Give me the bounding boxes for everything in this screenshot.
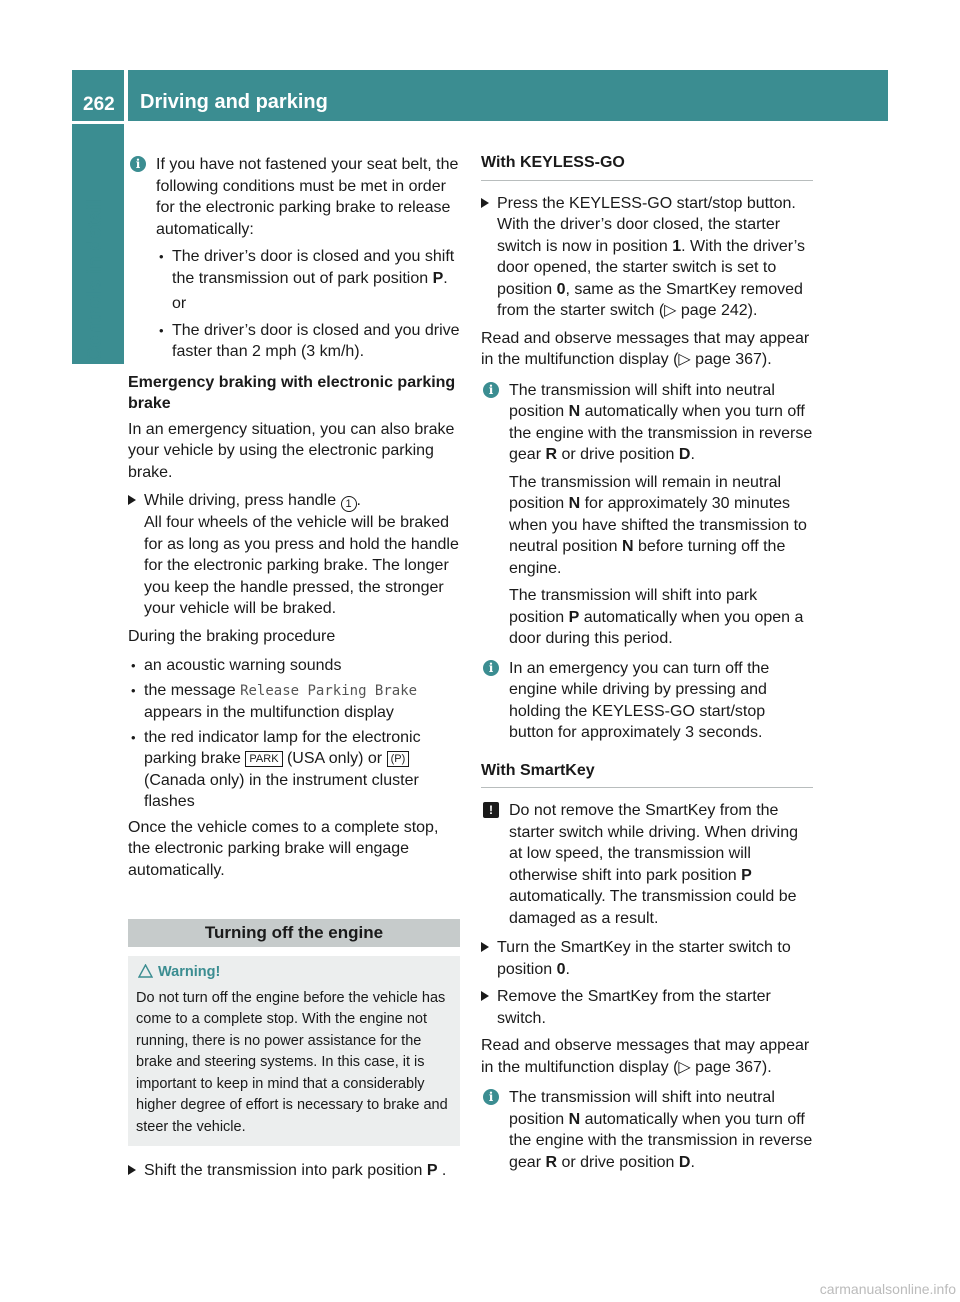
list-item: • an acoustic warning sounds [128, 655, 460, 677]
left-column [128, 152, 460, 1188]
info-note [481, 1087, 813, 1173]
arrow-right-icon [481, 198, 489, 208]
warning-text: Do not turn off the engine before the vehicle has come to a complete stop. With the engine not running, there is no power assistance for the brake and steering systems. In this case, it is important to keep in mind that a considerably higher degree of effort is necessary to brake and steer the vehicle. [136, 989, 448, 1135]
note-text: The transmission will shift into neutral position N automatically when you turn off the engine with the transmission in reverse gear R or drive position D. [509, 1089, 813, 1171]
or-text: or [172, 295, 187, 312]
paragraph: During the braking procedure [128, 627, 336, 645]
note-text: The transmission will remain in neutral position N for approximately 30 minutes when you have shifted the transmission to neutral position N before turning off the engine. [509, 473, 807, 577]
list-item: • the message Release Parking Brake appears in the multifunction display [131, 681, 418, 721]
arrow-right-icon [128, 1165, 136, 1175]
bullet-icon: • [159, 322, 164, 338]
handle-number-icon: 1 [341, 496, 357, 512]
warning-box [128, 956, 460, 1146]
list-item: • the red indicator lamp for the electronic parking brake PARK (USA only) or (P) (Canada only) in the instrument cluster flashes [131, 728, 421, 810]
paragraph: Read and observe messages that may appear in the multifunction display (▷ page 367). [481, 1037, 810, 1076]
step-item: Remove the SmartKey from the starter switch. [481, 986, 813, 1029]
warning-title: Warning! [136, 962, 452, 984]
arrow-right-icon [481, 942, 489, 952]
info-note [128, 154, 460, 363]
note-text: In an emergency you can turn off the engine while driving by pressing and holding the KEYLESS-GO start/stop button for approximately 3 seconds. [509, 659, 770, 741]
subsection-heading: With KEYLESS-GO [481, 152, 813, 181]
note-text: Do not remove the SmartKey from the starter switch while driving. When driving at low speed, the transmission will otherwise shift into park position P automatically. The transmission could be damaged as a result. [509, 802, 798, 927]
info-note [481, 658, 813, 744]
bullet-icon: • [159, 249, 164, 264]
note-text: The transmission will shift into neutral position N automatically when you turn off the engine with the transmission in reverse gear R or drive position D. [509, 381, 813, 463]
display-message: Release Parking Brake [240, 682, 418, 699]
step-item: Shift the transmission into park position P . [128, 1160, 460, 1182]
arrow-right-icon [481, 991, 489, 1001]
step-item: Press the KEYLESS-GO start/stop button. With the driver’s door closed, the starter switch is now in position 1. With the driver’s door opened, the starter switch is set to position 0, same as the SmartKey removed from the starter switch (▷ page 242). [481, 193, 813, 322]
subsection-heading: With SmartKey [481, 760, 813, 789]
list-item: • The driver’s door is closed and you shift the transmission out of park position P. [159, 248, 455, 287]
page-title: Driving and parking [128, 70, 888, 121]
canada-park-indicator-icon: (P) [387, 751, 410, 767]
note-text: If you have not fastened your seat belt, the following conditions must be met in order for the electronic parking brake to release automatically: [156, 156, 459, 238]
info-icon: i [130, 156, 146, 172]
info-icon: i [483, 382, 499, 398]
park-indicator-icon: PARK [245, 751, 282, 767]
list-item: • The driver’s door is closed and you drive faster than 2 mph (3 km/h). [159, 321, 460, 360]
attention-note [481, 800, 813, 929]
paragraph: Read and observe messages that may appear in the multifunction display (▷ page 367). [481, 329, 810, 368]
exclamation-icon: ! [483, 802, 499, 818]
warning-triangle-icon [138, 964, 153, 978]
section-heading: Emergency braking with electronic parking brake [128, 373, 456, 412]
step-item: While driving, press handle 1 . All four wheels of the vehicle will be braked for as long as you press and hold the handle for the electronic parking brake. The longer you keep the handle pressed, the stronger your vehicle will be braked. [128, 490, 460, 620]
paragraph: In an emergency situation, you can also brake your vehicle by using the electronic parking brake. [128, 420, 455, 481]
section-bar: Turning off the engine [128, 919, 460, 947]
info-note [481, 380, 813, 650]
side-label: Controls in detail [84, 198, 106, 362]
right-column [481, 152, 813, 1181]
info-icon: i [483, 1089, 499, 1105]
bullet-icon: • [131, 682, 136, 698]
paragraph: Once the vehicle comes to a complete stop, the electronic parking brake will engage automatically. [128, 818, 439, 879]
bullet-icon: • [131, 729, 136, 745]
step-item: Turn the SmartKey in the starter switch to position 0. [481, 937, 813, 980]
bullet-icon: • [131, 658, 136, 673]
note-text: The transmission will shift into park position P automatically when you open a door during this period. [509, 587, 804, 647]
page-number: 262 [72, 70, 124, 121]
arrow-right-icon [128, 495, 136, 505]
info-icon: i [483, 660, 499, 676]
watermark: carmanualsonline.info [819, 1280, 956, 1297]
